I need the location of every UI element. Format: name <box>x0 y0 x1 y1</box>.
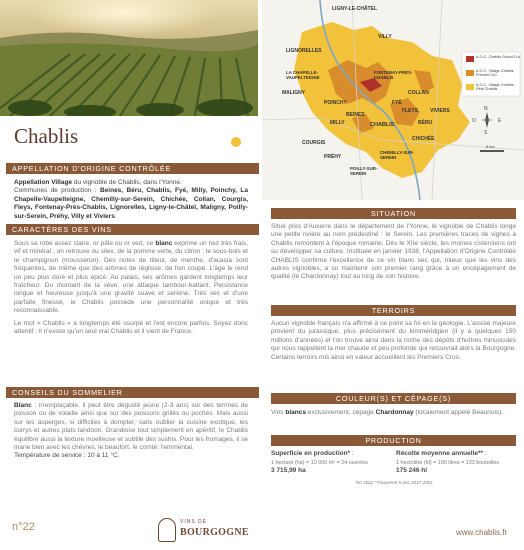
map-label: COLLAN <box>408 90 429 96</box>
aoc-end: . <box>114 212 117 220</box>
section-heading-terroirs: TERROIRS <box>271 305 516 316</box>
map-label: LIGNORELLES <box>286 48 322 54</box>
aoc-lead-rest: du vignoble de Chablis, dans l'Yonne. <box>72 179 182 186</box>
map-label: FYÉ <box>392 100 402 106</box>
compass-s: S <box>484 130 488 136</box>
production-recolte-value: 175 246 hl <box>396 467 428 475</box>
caracteres-p1c: exprime un nez très frais, vif et minéral ; on retrouve ou silex, de la pomme verte, du citron ; le sous-bois et le champignon (mousseron). Des notes de tilleul, de menthe, d'acacia sont fréquentes, de même que des arômes de réglisse, de foin coupé. L'âge le rend un peu plus doré et plus épicé. Au palais, ses arômes gardent longtemps leur fraîcheur. Du montant de la sève, une attaque tambour-battant. Persistance longue et heureuse jusqu'à une gravité suave et sereine. Très sec et d'une parfaite finesse, le Chablis possède une personnalité unique et très reconnaissable. <box>14 240 248 315</box>
aoc-communes-intro: Communes de production : <box>14 187 100 195</box>
map-label: POINCHY <box>324 100 347 106</box>
map-label: PRÉHY <box>324 154 342 160</box>
page-number: n°22 <box>12 521 35 533</box>
production-surface-note: 1 hectare (ha) = 10 000 m² = 24 ouvrées <box>271 459 368 466</box>
section-heading-couleurs: COULEUR(S) ET CÉPAGE(S) <box>271 393 516 404</box>
map-label: LIGNY-LE-CHÂTEL <box>332 6 377 12</box>
production-footnote: *en 2022 **moyenne 5 ans 2017-2021 <box>355 480 433 485</box>
production-surface <box>271 450 393 476</box>
aoc-text <box>14 179 248 221</box>
production-recolte-title: Récolte moyenne annuelle** <box>396 450 484 457</box>
bourgogne-mark-icon <box>158 518 176 542</box>
map-scale: 5 km <box>486 144 495 149</box>
caracteres-text <box>14 240 248 336</box>
compass-e: E <box>498 118 502 124</box>
title-dot-icon <box>231 137 241 147</box>
production-recolte <box>396 450 518 476</box>
vineyard-photo <box>0 0 258 116</box>
compass-icon <box>482 112 492 128</box>
section-heading-caracteres: CARACTÈRES DES VINS <box>6 224 259 235</box>
production-recolte-sep: : <box>483 450 487 457</box>
legend-premier-cru: A.O.C. Village Chablis Premier Cru <box>476 69 514 78</box>
page-title: Chablis <box>14 124 79 148</box>
sommelier-p1a: Blanc <box>14 402 32 409</box>
aoc-lead: Appellation Village <box>14 179 73 186</box>
couleurs-text <box>271 409 516 417</box>
map-label: MILLY <box>330 120 345 126</box>
compass-w: O <box>472 118 476 124</box>
section-heading-production: PRODUCTION <box>271 435 516 446</box>
bourgogne-logo <box>158 516 249 546</box>
legend-grand-cru: A.O.C. Chablis Grand Cru <box>476 55 520 59</box>
map-label: CHABLIS <box>370 122 395 128</box>
production-recolte-note: 1 hectolitre (hl) = 100 litres = 133 bouteilles <box>396 459 500 466</box>
aoc-communes: Beines, Béru, Chablis, Fyé, Milly, Poinchy, La Chapelle-Vaupelteigne, Chemilly-sur-Serein, Chichée, Collan, Courgis, Fleys, Fontenay-Près-Chablis, Lignorelles, Ligny-le-Châtel, Maligny, Poilly-sur-Serein, Préhy, Villy et Viviers <box>14 187 248 220</box>
compass-n: N <box>484 106 488 112</box>
couleurs-p1e: (localement appelé Beaunois). <box>413 409 504 416</box>
scale-bar <box>480 150 504 152</box>
map-label: LA CHAPELLE-VAUPELTEIGNE <box>286 70 320 80</box>
map-label: FONTENAY-PRÈS-CHABLIS <box>374 70 413 80</box>
section-heading-aoc: APPELLATION D'ORIGINE CONTRÔLÉE <box>6 163 259 174</box>
map-label: COURGIS <box>302 140 326 146</box>
vineyard-map <box>262 0 524 200</box>
situation-text: Situé près d'Auxerre dans le département de l'Yonne, le vignoble de Chablis longe une petite rivière au nom prédestiné : le Serein. Les premières traces de vignes à Chablis remontent à l'époque romaine. Dès le XIIe siècle, les moines cisterciens ont su développer sa culture. Instituée en janvier 1938, l'Appellation d'Origine Contrôlée CHABLIS confirme l'excellence de ce vin blanc sec qui, mieux que les vins des autres vignobles, a su maintenir son premier rang grâce à un encépagement de qualité (le Chardonnay) tout au long de son histoire. <box>271 223 516 281</box>
caracteres-p1a: Sous sa robe assez claire, or pâle ou or vert, ce <box>14 240 156 247</box>
map-label: CHICHÉE <box>412 136 435 142</box>
logo-name-text: BOURGOGNE <box>180 527 249 538</box>
couleurs-p1a: Vins <box>271 409 286 416</box>
caracteres-p2: Le mot « Chablis » a longtemps été usurpé et l'est encore parfois. Soyez donc attentif : il n'existe qu'un seul vrai Chablis et il vient de France. <box>14 319 248 336</box>
map-label: FLEYS <box>402 108 419 114</box>
sommelier-temp: Température de service : 10 à 11 °C. <box>14 452 120 460</box>
caracteres-p1b: blanc <box>155 240 173 247</box>
production-surface-sep: : <box>350 450 354 457</box>
map-label: BEINES <box>346 112 365 118</box>
map-label: CHEMILLY-SUR-SEREIN <box>380 150 414 160</box>
couleurs-p1c: exclusivement, cépage <box>305 409 376 416</box>
terroirs-text: Aucun vignoble français n'a affirmé à ce point sa foi en la géologie. L'assise majeure provient du jurassique, plus précisément du kimméridgien (il y a quelques 150 millions d'années) et l'on trouve ainsi dans la roche des dépôts d'huîtres minuscules qui nous rappellent la mer chaude et peu profonde qui recouvrait alors la Bourgogne. Certains terroirs mis ainsi en valeur accueillent les Premiers Crus. <box>271 320 516 361</box>
production-surface-title: Superficie en production* <box>271 450 351 457</box>
footer-url-link[interactable]: www.chablis.fr <box>456 528 508 537</box>
map-label: VIVIERS <box>430 108 450 114</box>
map-label: VILLY <box>378 34 392 40</box>
map-label: POILLY-SUR-SEREIN <box>350 166 378 176</box>
couleurs-p1d: Chardonnay <box>375 409 414 416</box>
couleurs-p1b: blancs <box>285 409 306 416</box>
sommelier-text <box>14 402 248 461</box>
section-heading-sommelier: CONSEILS DU SOMMELIER <box>6 387 259 398</box>
legend-village: A.O.C. Village Chablis - Petit Chablis <box>476 83 516 92</box>
map-label: MALIGNY <box>282 90 306 96</box>
logo-small-text: VINS DE <box>180 519 208 525</box>
sommelier-p1b: : irremplaçable, il peut être dégusté jeune (2-3 ans) sur des terrines de poisson ou de volaille ainsi que sur des poissons grillés ou pochés. Mais aussi sur les asperges, si difficiles à dompter, sans oublier la cuisine exotique, les currys et autres plats tandoori. Grandiose tout simplement en apéritif, le Chablis équilibre aussi la texture moelleuse et subtile des sushis. Pour les fromages, il se marie bien avec les chèvres, le beaufort, le comté, l'emmental. <box>14 402 248 452</box>
production-surface-value: 3 715,99 ha <box>271 467 306 475</box>
map-label: BÉRU <box>418 120 433 126</box>
section-heading-situation: SITUATION <box>271 208 516 219</box>
